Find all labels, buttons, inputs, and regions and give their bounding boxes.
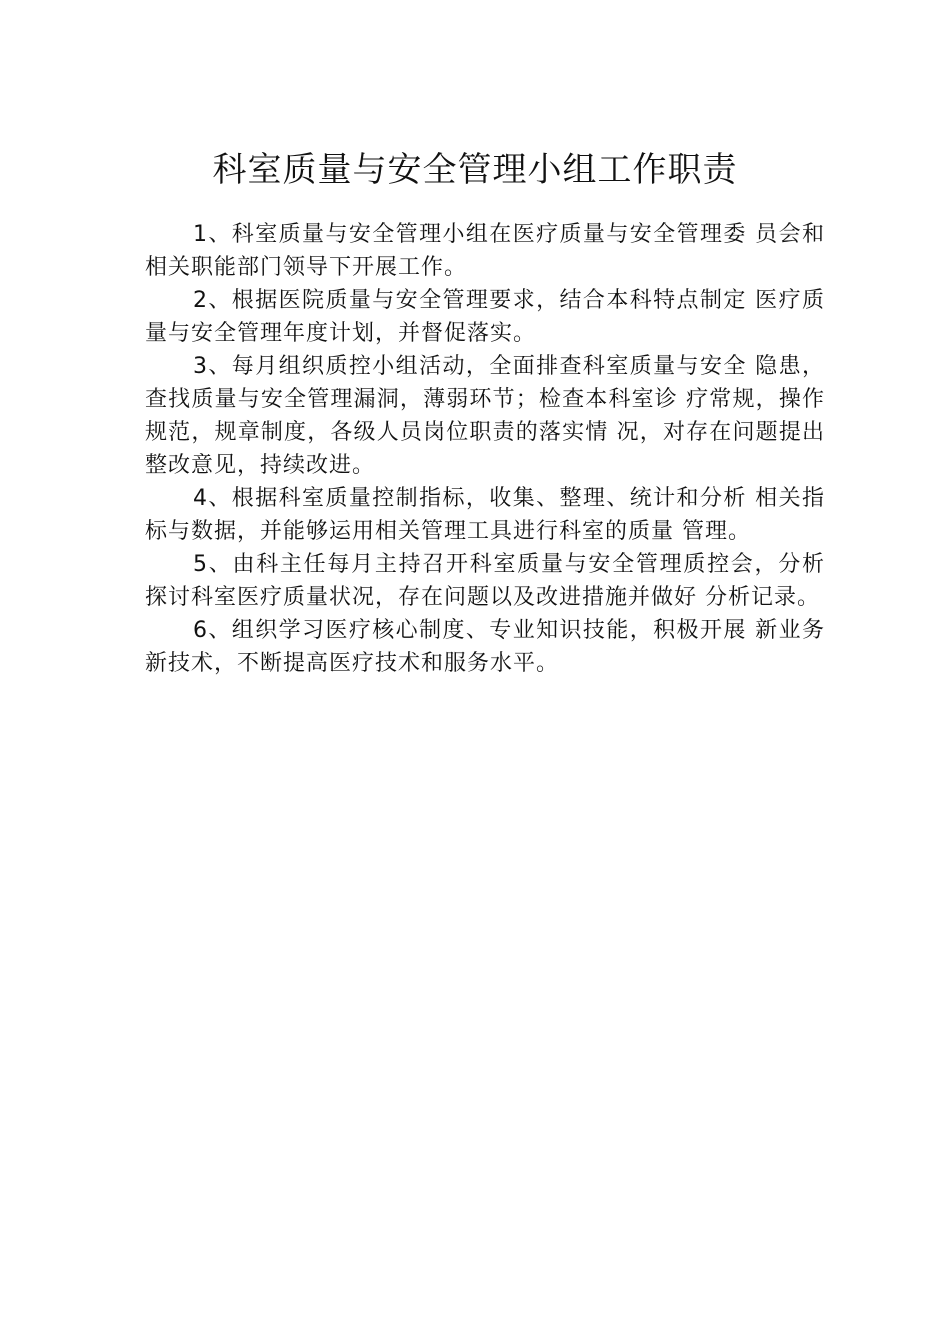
paragraph-3: 3、每月组织质控小组活动，全面排查科室质量与安全 隐患，查找质量与安全管理漏洞，薄弱环节；检查本科室诊 疗常规，操作规范，规章制度，各级人员岗位职责的落实情 况，对存在问题提出整改意见，持续改进。 bbox=[145, 354, 825, 478]
paragraph-2: 2、根据医院质量与安全管理要求，结合本科特点制定 医疗质量与安全管理年度计划，并督促落实。 bbox=[145, 288, 825, 346]
paragraph-4: 4、根据科室质量控制指标，收集、整理、统计和分析 相关指标与数据，并能够运用相关管理工具进行科室的质量 管理。 bbox=[145, 486, 825, 544]
paragraph-6: 6、组织学习医疗核心制度、专业知识技能，积极开展 新业务新技术，不断提高医疗技术和服务水平。 bbox=[145, 618, 825, 676]
paragraph-1: 1、科室质量与安全管理小组在医疗质量与安全管理委 员会和相关职能部门领导下开展工作。 bbox=[145, 222, 825, 280]
paragraph-5: 5、由科主任每月主持召开科室质量与安全管理质控会，分析探讨科室医疗质量状况，存在问题以及改进措施并做好 分析记录。 bbox=[145, 552, 825, 610]
document-body bbox=[145, 218, 825, 680]
document-title: 科室质量与安全管理小组工作职责 bbox=[212, 150, 738, 190]
